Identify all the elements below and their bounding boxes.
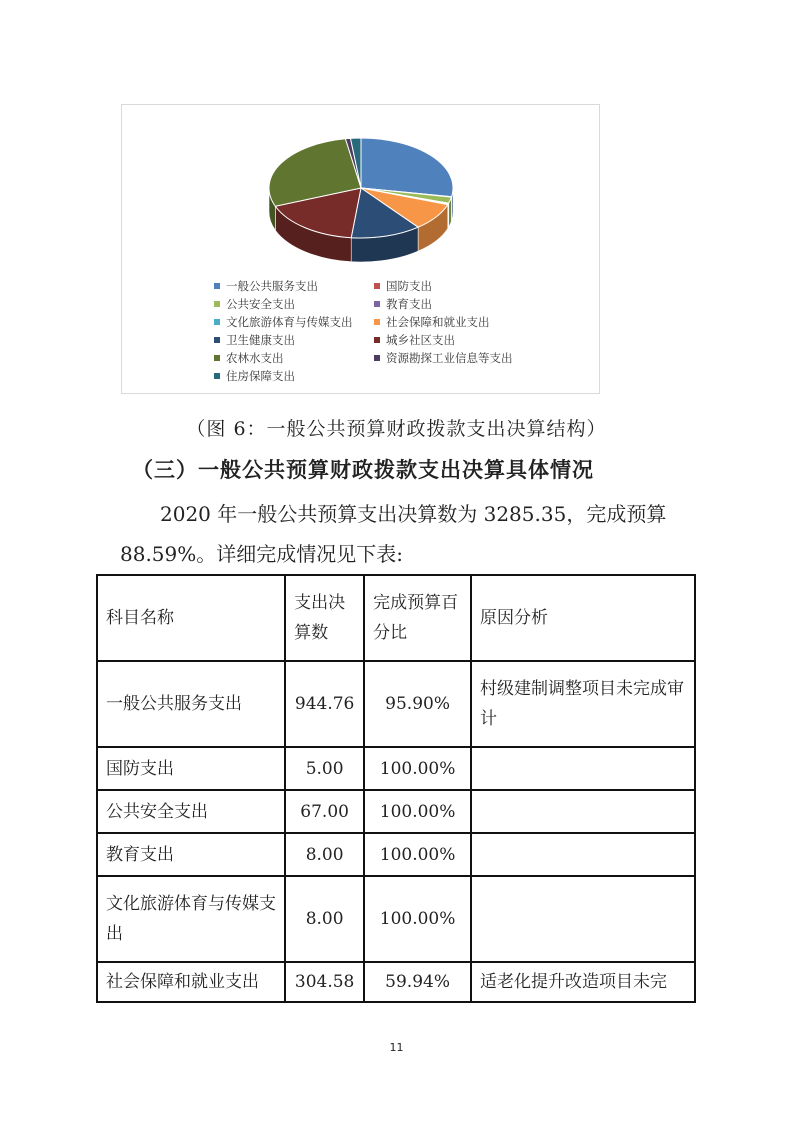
legend-swatch <box>214 283 220 289</box>
table-row <box>97 747 695 790</box>
cell-reason <box>471 747 695 790</box>
cell-rate: 100.00% <box>364 833 471 876</box>
legend-item <box>374 313 490 331</box>
legend-label: 农林水支出 <box>226 351 284 365</box>
legend-swatch <box>374 283 380 289</box>
legend-item <box>214 331 295 349</box>
cell-name: 公共安全支出 <box>97 790 285 833</box>
legend-item <box>214 367 295 385</box>
legend-label: 教育支出 <box>386 297 432 311</box>
header-reason: 原因分析 <box>471 575 695 661</box>
pie-chart <box>121 104 600 394</box>
cell-reason <box>471 876 695 962</box>
table-row <box>97 833 695 876</box>
legend-swatch <box>214 301 220 307</box>
legend-swatch <box>374 301 380 307</box>
cell-name: 教育支出 <box>97 833 285 876</box>
pie-tops <box>269 138 453 238</box>
cell-name: 社会保障和就业支出 <box>97 962 285 1002</box>
pie-chart-svg <box>122 105 599 393</box>
legend-label: 城乡社区支出 <box>386 333 455 347</box>
legend-item <box>374 277 432 295</box>
table-row <box>97 962 695 1002</box>
cell-name: 一般公共服务支出 <box>97 661 285 747</box>
table-row <box>97 661 695 747</box>
table-header-row <box>97 575 695 661</box>
table-row <box>97 876 695 962</box>
page-number: 11 <box>389 1041 404 1054</box>
legend-swatch <box>214 355 220 361</box>
legend-label: 国防支出 <box>386 279 432 293</box>
legend-swatch <box>214 337 220 343</box>
legend-item <box>374 331 455 349</box>
legend-label: 文化旅游体育与传媒支出 <box>226 315 353 329</box>
legend-label: 社会保障和就业支出 <box>386 315 490 329</box>
legend-label: 资源勘探工业信息等支出 <box>386 351 513 365</box>
cell-amount: 5.00 <box>285 747 364 790</box>
cell-reason <box>471 790 695 833</box>
legend-item <box>374 349 513 367</box>
cell-rate: 100.00% <box>364 790 471 833</box>
cell-rate: 59.94% <box>364 962 471 1002</box>
legend-swatch <box>214 373 220 379</box>
legend-label: 公共安全支出 <box>226 297 295 311</box>
pie-slice <box>361 138 453 197</box>
cell-reason: 村级建制调整项目未完成审计 <box>471 661 695 747</box>
legend-swatch <box>374 337 380 343</box>
cell-amount: 67.00 <box>285 790 364 833</box>
legend-item <box>214 277 318 295</box>
cell-amount: 8.00 <box>285 876 364 962</box>
legend-swatch <box>374 355 380 361</box>
figure-caption: （图 6：一般公共预算财政拨款支出决算结构） <box>186 418 607 440</box>
section-heading: （三）一般公共预算财政拨款支出决算具体情况 <box>132 458 594 482</box>
legend-label: 一般公共服务支出 <box>226 279 318 293</box>
legend-item <box>214 349 284 367</box>
legend-item <box>214 295 295 313</box>
cell-name: 国防支出 <box>97 747 285 790</box>
legend-swatch <box>214 319 220 325</box>
cell-rate: 95.90% <box>364 661 471 747</box>
header-rate: 完成预算百分比 <box>364 575 471 661</box>
paragraph-line: 88.59%。详细完成情况见下表: <box>120 542 403 566</box>
cell-name: 文化旅游体育与传媒支出 <box>97 876 285 962</box>
paragraph-line: 2020 年一般公共预算支出决算数为 3285.35，完成预算 <box>160 502 667 526</box>
legend-label: 卫生健康支出 <box>226 333 295 347</box>
legend-swatch <box>374 319 380 325</box>
table-row <box>97 790 695 833</box>
cell-rate: 100.00% <box>364 876 471 962</box>
header-amount: 支出决算数 <box>285 575 364 661</box>
cell-rate: 100.00% <box>364 747 471 790</box>
legend-item <box>374 295 432 313</box>
expenditure-table <box>96 574 696 1003</box>
summary-paragraph <box>120 494 680 574</box>
cell-amount: 304.58 <box>285 962 364 1002</box>
header-name: 科目名称 <box>97 575 285 661</box>
cell-reason: 适老化提升改造项目未完 <box>471 962 695 1002</box>
cell-amount: 944.76 <box>285 661 364 747</box>
legend-label: 住房保障支出 <box>226 369 295 383</box>
legend-item <box>214 313 353 331</box>
cell-amount: 8.00 <box>285 833 364 876</box>
cell-reason <box>471 833 695 876</box>
